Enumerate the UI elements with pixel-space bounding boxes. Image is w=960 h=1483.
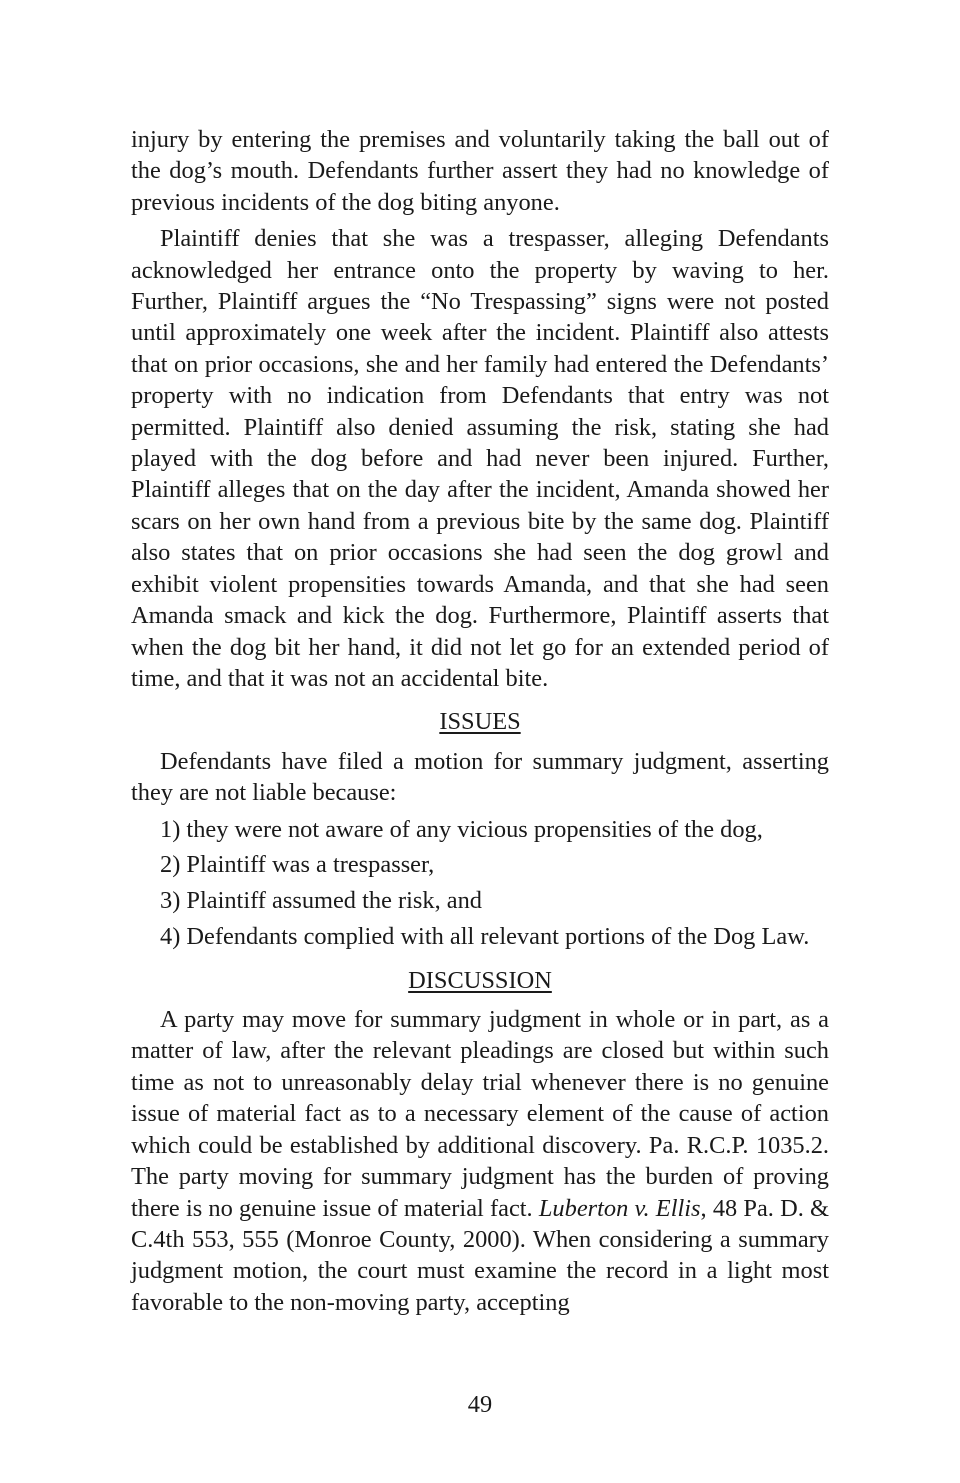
issue-item-4: 4) Defendants complied with all relevant portions of the Dog Law.: [160, 923, 810, 951]
issue-item-1: 1) they were not aware of any vicious propensities of the dog,: [160, 815, 763, 843]
issues-list: [131, 814, 829, 953]
issues-intro: Defendants have filed a motion for summary judgment, asserting they are not liable because:: [131, 747, 829, 807]
discussion-paragraph: [131, 1004, 829, 1318]
discussion-text-b: , 48 Pa. D. & C.4th 553, 555 (Monroe County, 2000). When considering a summary judgment motion, the court must examine the record in a light most favorable to the non-moving party, accepting: [131, 1194, 829, 1316]
page-number: 49: [467, 1391, 493, 1418]
discussion-heading-text: DISCUSSION: [408, 966, 552, 994]
discussion-heading: [131, 965, 829, 996]
document-page: [131, 124, 829, 1323]
issues-heading-text: ISSUES: [439, 708, 521, 736]
issue-item-3: 3) Plaintiff assumed the risk, and: [160, 887, 482, 915]
paragraph-plaintiff-denial: Plaintiff denies that she was a trespasser, alleging Defendants acknowledged her entrance onto the property by waving to her. Further, Plaintiff argues the “No Trespassing” signs were not posted until approximately one week after the incident. Plaintiff also attests that on prior occasions, she and her family had entered the Defendants’ property with no indication from Defendants that entry was not permitted. Plaintiff also denied assuming the risk, stating she had played with the dog before and had never been injured. Further, Plaintiff alleges that on the day after the incident, Amanda showed her scars on her own hand from a previous bite by the same dog. Plaintiff also states that on prior occasions she had seen the dog growl and exhibit violent propensities towards Amanda, and that she had seen Amanda smack and kick the dog. Furthermore, Plaintiff asserts that when the dog bit her hand, it did not let go for an extended period of time, and that it was not an accidental bite.: [131, 225, 829, 692]
issues-heading: [131, 706, 829, 737]
case-citation-name: Luberton v. Ellis: [538, 1194, 701, 1222]
paragraph-defendants-assertion: injury by entering the premises and voluntarily taking the ball out of the dog’s mouth. Defendants further assert they had no knowledge of previous incidents of the dog biting anyone.: [131, 126, 829, 216]
discussion-text-a: A party may move for summary judgment in whole or in part, as a matter of law, after the relevant pleadings are closed but within such time as not to unreasonably delay trial whenever there is no genuine issue of material fact as to a necessary element of the cause of action which could be established by additional discovery. Pa. R.C.P. 1035.2. The party moving for summary judgment has the burden of proving there is no genuine issue of material fact.: [131, 1006, 829, 1222]
issue-item-2: 2) Plaintiff was a trespasser,: [160, 851, 435, 879]
